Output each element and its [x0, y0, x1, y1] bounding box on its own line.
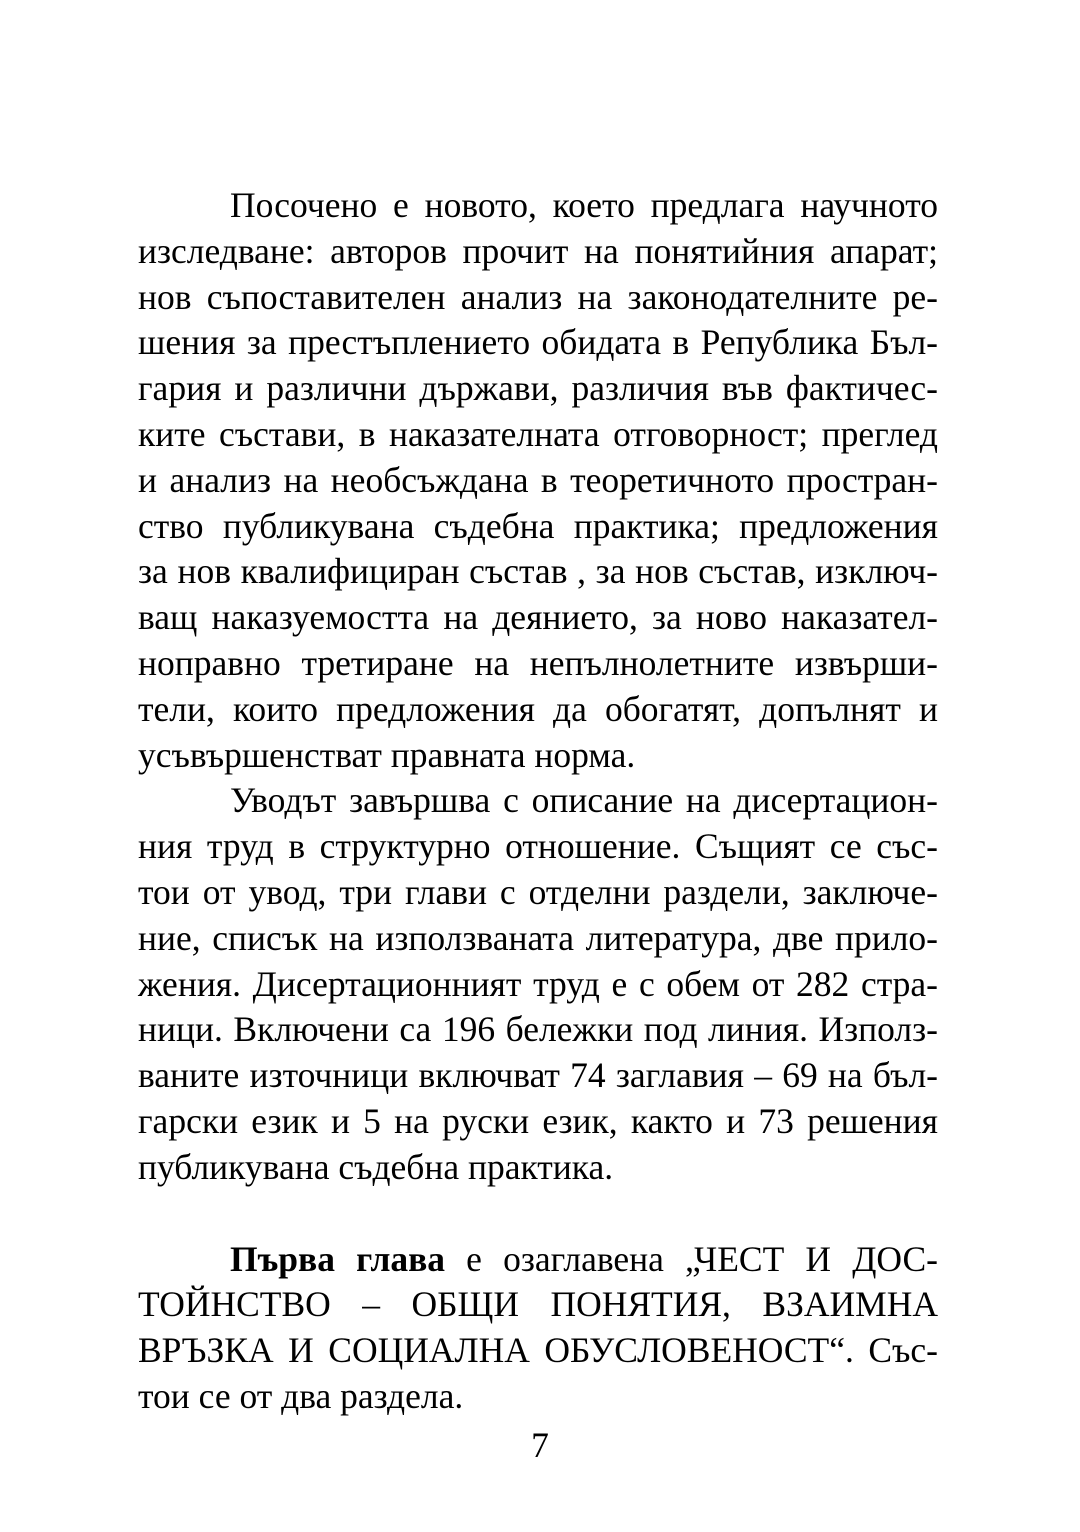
text-line: ници. Включени са 196 бележки под линия. Използ-	[138, 1009, 938, 1050]
text-line: ващ наказуемостта на деянието, за ново наказател-	[138, 597, 938, 638]
text-line: ние, списък на използваната литература, две прило-	[138, 917, 938, 958]
text-line: публикувана съдебна практика.	[138, 1146, 614, 1187]
text-line: Уводът завършва с описание на дисертацион-	[230, 780, 938, 821]
text-line: Посочено е новото, което предлага научното	[230, 185, 938, 225]
paragraph-structure	[138, 778, 938, 1190]
text-line: жения. Дисертационният труд е с обем от 282 стра-	[138, 963, 938, 1004]
text-line: шения за престъплението обидата в Република Бъл-	[138, 322, 938, 363]
text-line: изследване: авторов прочит на понятийния апарат;	[138, 230, 938, 271]
page-number: 7	[531, 1425, 549, 1465]
text-line: ство публикувана съдебна практика; предложения	[138, 505, 938, 546]
text-line: гария и различни държави, различия във фактичес-	[138, 368, 938, 409]
chapter-title-bold: Първа глава	[230, 1238, 446, 1279]
text-line: тои се от два раздела.	[138, 1375, 464, 1416]
text-line	[138, 1237, 938, 1283]
text-line: ВРЪЗКА И СОЦИАЛНА ОБУСЛОВЕНОСТ“. Със-	[138, 1330, 938, 1371]
text-line: нов съпоставителен анализ на законодателните ре-	[138, 276, 938, 317]
paragraph-spacer	[138, 1191, 938, 1237]
text-line: тои от увод, три глави с отделни раздели, заключе-	[138, 871, 938, 912]
text-line: тели, които предложения да обогатят, допълнят и	[138, 688, 938, 729]
chapter-intro-text: е озаглавена „ЧЕСТ И ДОС-	[445, 1238, 938, 1279]
paragraph-novelty	[138, 183, 938, 778]
text-line: и анализ на необсъждана в теоретичното простран-	[138, 459, 938, 500]
text-line: за нов квалифициран състав , за нов състав, изключ-	[138, 551, 938, 592]
text-line: ТОЙНСТВО – ОБЩИ ПОНЯТИЯ, ВЗАИМНА	[138, 1284, 938, 1325]
text-line: ния труд в структурно отношение. Същият се със-	[138, 826, 938, 867]
text-line: ките състави, в наказателната отговорност; преглед	[138, 413, 938, 454]
text-line: ваните източници включват 74 заглавия – 69 на бъл-	[138, 1055, 938, 1096]
text-line: усъвършенстват правната норма.	[138, 734, 636, 775]
text-line: ноправно третиране на непълнолетните извърши-	[138, 642, 938, 683]
paragraph-chapter-one	[138, 1237, 938, 1420]
text-line: гарски език и 5 на руски език, както и 73 решения	[138, 1100, 938, 1141]
body-text	[138, 183, 938, 1420]
